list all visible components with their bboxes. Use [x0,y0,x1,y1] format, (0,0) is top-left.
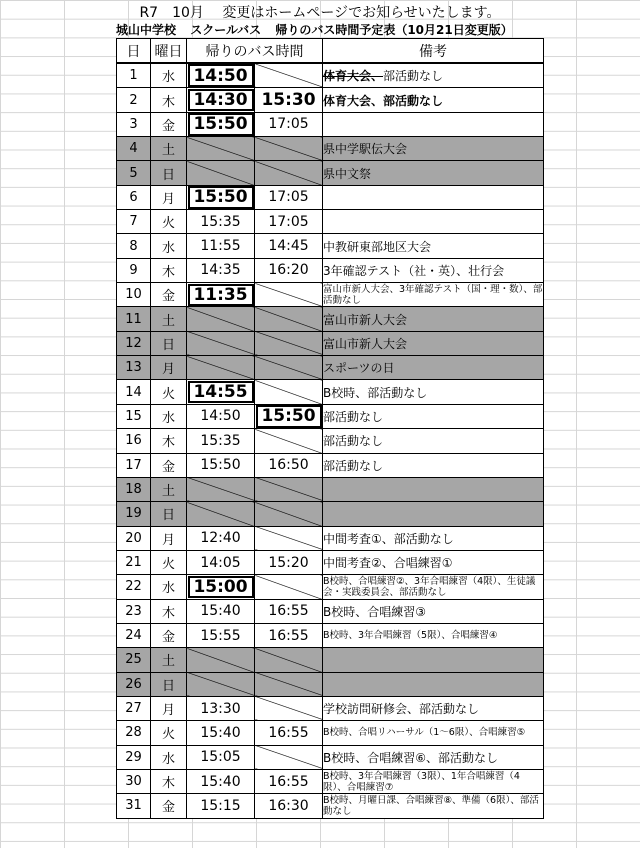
departure-time-1: 15:40 [187,721,255,745]
day-cell: 21 [117,550,151,574]
departure-time-1: 15:50 [187,453,255,477]
day-cell: 22 [117,575,151,599]
table-row [117,234,544,258]
weekday-cell: 金 [151,112,187,136]
empty-time-slot [255,161,323,185]
note-cell: 富山市新人大会 [323,331,544,355]
departure-time-1: 14:55 [187,380,255,404]
weekday-cell: 水 [151,745,187,769]
table-row [117,477,544,501]
weekday-cell: 木 [151,429,187,453]
note-cell [323,210,544,234]
departure-time-1: 15:55 [187,623,255,647]
table-row [117,623,544,647]
departure-time-2: 15:20 [255,550,323,574]
departure-time-1: 15:50 [187,185,255,209]
note-cell: 部活動なし [323,404,544,428]
weekday-cell: 土 [151,137,187,161]
departure-time-2: 16:55 [255,721,323,745]
departure-time-2: 17:05 [255,185,323,209]
day-cell: 29 [117,745,151,769]
departure-time-1: 14:05 [187,550,255,574]
empty-time-slot [187,137,255,161]
note-cell [323,477,544,501]
empty-time-slot [255,672,323,696]
note-cell [323,672,544,696]
departure-time-2: 15:30 [255,88,323,112]
day-cell: 2 [117,88,151,112]
empty-time-slot [255,356,323,380]
weekday-cell: 金 [151,794,187,818]
empty-time-slot [255,526,323,550]
empty-time-slot [255,137,323,161]
empty-time-slot [255,307,323,331]
weekday-cell: 金 [151,623,187,647]
departure-time-1: 14:50 [187,63,255,88]
bus-time-column-header: 帰りのバス時間 [187,39,323,64]
departure-time-2: 16:30 [255,794,323,818]
departure-time-1: 13:30 [187,696,255,720]
table-row [117,63,544,88]
table-row [117,331,544,355]
empty-time-slot [187,161,255,185]
note-cell: 県中学駅伝大会 [323,137,544,161]
table-row [117,575,544,599]
departure-time-2: 14:45 [255,234,323,258]
day-cell: 24 [117,623,151,647]
service-name: スクールバス [190,23,262,37]
table-row [117,502,544,526]
departure-time-1: 14:30 [187,88,255,112]
table-row [117,550,544,574]
weekday-cell: 木 [151,599,187,623]
note-cell: 富山市新人大会 [323,307,544,331]
note-cell [323,502,544,526]
departure-time-2: 16:55 [255,769,323,793]
day-cell: 30 [117,769,151,793]
departure-time-1: 15:35 [187,210,255,234]
note-cell: B校時、合唱練習②、3年合唱練習（4限）、生徒議会・実践委員会、部活動なし [323,575,544,599]
weekday-cell: 火 [151,550,187,574]
empty-time-slot [187,307,255,331]
weekday-cell: 日 [151,672,187,696]
table-row [117,88,544,112]
table-row [117,745,544,769]
table-row [117,161,544,185]
empty-time-slot [255,283,323,307]
day-cell: 17 [117,453,151,477]
day-cell: 31 [117,794,151,818]
weekday-cell: 月 [151,696,187,720]
empty-time-slot [255,477,323,501]
table-row [117,599,544,623]
table-row [117,356,544,380]
table-row [117,453,544,477]
school-name: 城山中学校 [116,23,177,37]
departure-time-1: 15:05 [187,745,255,769]
table-row [117,307,544,331]
empty-time-slot [255,63,323,88]
empty-time-slot [187,477,255,501]
day-cell: 8 [117,234,151,258]
note-cell: B校時、部活動なし [323,380,544,404]
table-row [117,526,544,550]
day-cell: 25 [117,648,151,672]
note-cell: スポーツの日 [323,356,544,380]
weekday-cell: 日 [151,331,187,355]
page-title: R7 10月 変更はホームページでお知らせいたします。 [139,5,501,21]
day-cell: 3 [117,112,151,136]
table-row [117,258,544,282]
day-cell: 13 [117,356,151,380]
empty-time-slot [255,745,323,769]
departure-time-2: 15:50 [255,404,323,428]
page-subtitle [116,21,556,38]
note-cell: 部活動なし [323,429,544,453]
day-cell: 14 [117,380,151,404]
departure-time-1: 11:35 [187,283,255,307]
table-row [117,380,544,404]
weekday-cell: 火 [151,210,187,234]
departure-time-2: 16:55 [255,623,323,647]
weekday-cell: 土 [151,648,187,672]
weekday-cell: 木 [151,88,187,112]
day-cell: 12 [117,331,151,355]
table-row [117,696,544,720]
empty-time-slot [255,429,323,453]
empty-time-slot [255,696,323,720]
day-cell: 23 [117,599,151,623]
departure-time-1: 15:40 [187,599,255,623]
day-cell: 11 [117,307,151,331]
empty-time-slot [255,380,323,404]
departure-time-1: 15:35 [187,429,255,453]
table-row [117,648,544,672]
note-cell: 県中文祭 [323,161,544,185]
departure-time-2: 16:20 [255,258,323,282]
weekday-cell: 木 [151,769,187,793]
departure-time-1: 15:15 [187,794,255,818]
note-cell: 学校訪問研修会、部活動なし [323,696,544,720]
note-cell: 3年確認テスト（社・英）、壮行会 [323,258,544,282]
day-cell: 19 [117,502,151,526]
weekday-cell: 日 [151,161,187,185]
departure-time-2: 17:05 [255,112,323,136]
weekday-cell: 土 [151,307,187,331]
departure-time-1: 15:50 [187,112,255,136]
empty-time-slot [187,648,255,672]
note-cell: B校時、3年合唱練習（5限）、合唱練習④ [323,623,544,647]
note-cell: 体育大会、部活動なし [323,88,544,112]
weekday-cell: 火 [151,380,187,404]
table-row [117,429,544,453]
departure-time-2: 16:50 [255,453,323,477]
table-row [117,210,544,234]
weekday-cell: 水 [151,234,187,258]
empty-time-slot [187,672,255,696]
note-cell: 中間考査②、合唱練習① [323,550,544,574]
day-cell: 15 [117,404,151,428]
departure-time-1: 15:40 [187,769,255,793]
weekday-cell: 月 [151,526,187,550]
note-remainder: 部活動なし [383,69,444,84]
note-cell: B校時、月曜日課、合唱練習⑧、準備（6限）、部活動なし [323,794,544,818]
note-cell: 富山市新人大会、3年確認テスト（国・理・数）、部活動なし [323,283,543,306]
empty-time-slot [187,502,255,526]
table-header-row [117,39,544,64]
note-cell: B校時、合唱練習⑥、部活動なし [323,745,544,769]
day-cell: 26 [117,672,151,696]
table-row [117,283,544,307]
weekday-cell: 木 [151,258,187,282]
note-cell [323,112,544,136]
departure-time-2: 16:55 [255,599,323,623]
note-cell: 中間考査①、部活動なし [323,526,544,550]
weekday-cell: 月 [151,356,187,380]
day-cell: 6 [117,185,151,209]
departure-time-1: 11:55 [187,234,255,258]
day-cell: 4 [117,137,151,161]
weekday-column-header: 曜日 [151,39,187,64]
table-row [117,137,544,161]
day-column-header: 日 [117,39,151,64]
empty-time-slot [255,648,323,672]
departure-time-1: 14:35 [187,258,255,282]
note-cell [323,63,544,88]
empty-time-slot [255,502,323,526]
weekday-cell: 水 [151,575,187,599]
day-cell: 5 [117,161,151,185]
departure-time-1: 15:00 [187,575,255,599]
day-cell: 20 [117,526,151,550]
note-cell [323,185,544,209]
note-cell [323,648,544,672]
schedule-subject: 帰りのバス時間予定表（10月21日変更版） [275,23,513,37]
table-row [117,112,544,136]
day-cell: 18 [117,477,151,501]
departure-time-1: 14:50 [187,404,255,428]
departure-time-1: 12:40 [187,526,255,550]
table-row [117,769,544,793]
day-cell: 7 [117,210,151,234]
table-row [117,185,544,209]
note-column-header: 備考 [323,39,544,64]
weekday-cell: 月 [151,185,187,209]
day-cell: 28 [117,721,151,745]
weekday-cell: 日 [151,502,187,526]
day-cell: 9 [117,258,151,282]
day-cell: 10 [117,283,151,307]
note-cell: B校時、合唱練習③ [323,599,544,623]
table-row [117,404,544,428]
cancelled-event-text: 体育大会、 [323,69,384,84]
weekday-cell: 水 [151,63,187,88]
table-row [117,672,544,696]
day-cell: 1 [117,63,151,88]
weekday-cell: 火 [151,721,187,745]
note-cell: B校時、合唱リハーサル（1～6限）、合唱練習⑤ [323,721,544,745]
table-row [117,721,544,745]
empty-time-slot [255,331,323,355]
empty-time-slot [187,331,255,355]
note-cell: B校時、3年合唱練習（3限）、1年合唱練習（4限）、合唱練習⑦ [323,769,544,793]
bus-schedule-table [116,38,544,819]
day-cell: 27 [117,696,151,720]
weekday-cell: 土 [151,477,187,501]
empty-time-slot [255,575,323,599]
note-cell: 中教研東部地区大会 [323,234,544,258]
departure-time-2: 17:05 [255,210,323,234]
weekday-cell: 金 [151,453,187,477]
empty-time-slot [187,356,255,380]
table-row [117,794,544,818]
note-cell: 部活動なし [323,453,544,477]
weekday-cell: 金 [151,283,187,307]
weekday-cell: 水 [151,404,187,428]
day-cell: 16 [117,429,151,453]
